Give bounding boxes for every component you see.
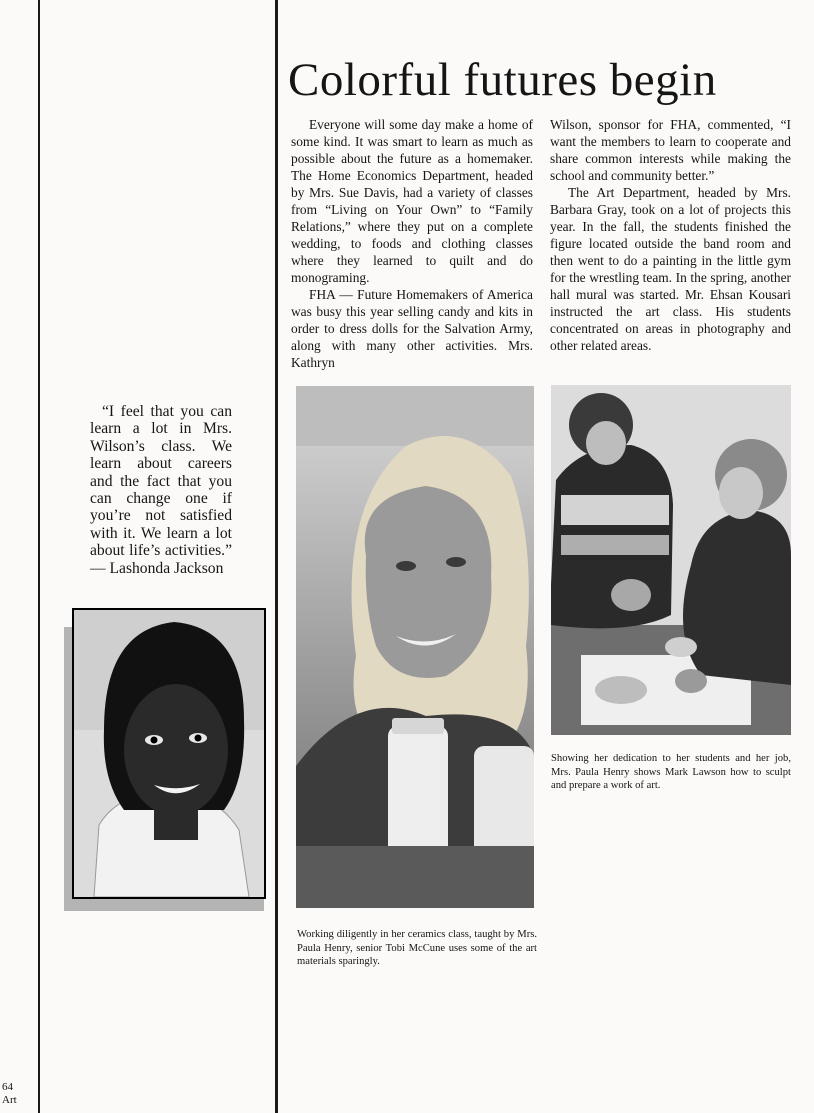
article-paragraph: Wilson, sponsor for FHA, commented, “I want the members to learn to cooperate and share common interests while making the school and community better.”	[550, 117, 791, 183]
article-paragraph: Everyone will some day make a home of some kind. It was smart to learn as much as possible about the future as a homemaker. The Home Economics Department, headed by Mrs. Sue Davis, had a variety of classes from “Living on Your Own” to “Family Relations,” where they put on a complete wedding, to foods and clothing classes where they learned to quilt and do monograming.	[291, 117, 533, 285]
article-paragraph: The Art Department, headed by Mrs. Barbara Gray, took on a lot of projects this year. In the fall, the students finished the figure located outside the band room and then went to do a painting in the little gym for the wrestling team. In the spring, another hall mural was started. Mr. Ehsan Kousari instructed the art class. His students concentrated on areas in photography and other related areas.	[550, 185, 791, 353]
page-number: 64	[2, 1081, 13, 1093]
portrait-photo	[72, 608, 266, 899]
sculpting-photo	[551, 385, 791, 735]
column-divider-rule	[275, 0, 278, 1113]
article-column-2	[550, 116, 791, 354]
article-paragraph: FHA — Future Homemakers of America was busy this year selling candy and kits in order to dress dolls for the Salvation Army, along with many other activities. Mrs. Kathryn	[291, 287, 533, 370]
page-title: Colorful futures begin	[288, 54, 717, 106]
ceramics-class-photo	[296, 386, 534, 908]
section-label: Art	[2, 1094, 17, 1106]
sculpting-caption: Showing her dedication to her students and her job, Mrs. Paula Henry shows Mark Lawson how to sculpt and prepare a work of art.	[551, 753, 791, 792]
quote-text: “I feel that you can learn a lot in Mrs. Wilson’s class. We learn about careers and the fact that you can change one if you’re not satisfied with it. We learn a lot about life’s activities.” — Lashonda Jackson	[90, 403, 232, 577]
left-margin-rule	[38, 0, 40, 1113]
article-column-1	[291, 116, 533, 371]
ceramics-caption: Working diligently in her ceramics class, taught by Mrs. Paula Henry, senior Tobi McCune uses some of the art materials sparingly.	[297, 929, 537, 968]
folio	[2, 1081, 17, 1107]
pull-quote	[90, 403, 232, 577]
